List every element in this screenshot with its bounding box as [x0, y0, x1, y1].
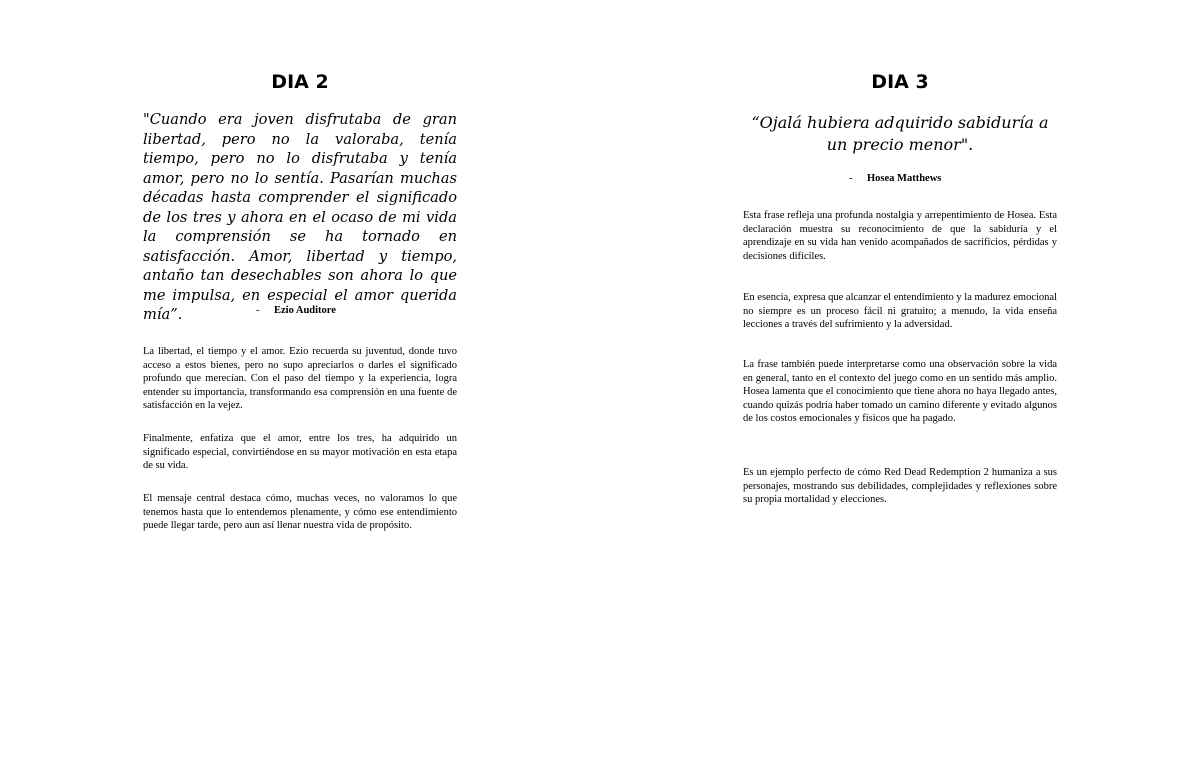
paragraph: Esta frase refleja una profunda nostalgia y arrepentimiento de Hosea. Esta declaración muestra su reconocimiento de que la sabiduría y el aprendizaje en su vida han venido acompañados de sacrificios, pérdidas y decisiones difíciles. — [743, 210, 1057, 262]
paragraph: Finalmente, enfatiza que el amor, entre los tres, ha adquirido un significado especial, convirtiéndose en su mayor motivación en esta etapa de su vida. — [143, 433, 457, 472]
quote: “Ojalá hubiera adquirido sabiduría a un precio menor". — [751, 113, 1049, 154]
author-name: Hosea Matthews — [867, 173, 942, 184]
quote-author — [743, 172, 1163, 186]
quote: "Cuando era joven disfrutaba de gran libertad, pero no la valoraba, tenía tiempo, pero no lo disfrutaba y tenía amor, pero no lo sentía. Pasarían muchas décadas hasta comprender el significado de los tres y ahora en el ocaso de mi vida la comprensión se ha tornado en satisfacción. Amor, libertad y tiempo, antaño tan desechables son ahora lo que me impulsa, en especial el amor querida mía”. — [143, 111, 457, 323]
day-title: DIA 3 — [871, 71, 929, 93]
paragraph: La frase también puede interpretarse como una observación sobre la vida en general, tanto en el contexto del juego como en un sentido más amplio. Hosea lamenta que el conocimiento que tiene ahora no haya llegado antes, cuando quizás podría haber tomado un camino diferente y evitado algunos de los costos emocionales y físicos que ha pagado. — [743, 359, 1057, 425]
quote-author — [143, 304, 570, 318]
author-dash: - — [256, 305, 260, 316]
paragraph: La libertad, el tiempo y el amor. Ezio recuerda su juventud, donde tuvo acceso a estos bienes, pero no supo apreciarlos o darles el significado profundo que merecían. Con el paso del tiempo y la experiencia, logra entender su importancia, transformando esa comprensión en una fuente de satisfacción en la vejez. — [143, 346, 457, 412]
author-dash: - — [849, 173, 853, 184]
day-title: DIA 2 — [271, 71, 329, 93]
author-name: Ezio Auditore — [274, 305, 336, 316]
paragraph: Es un ejemplo perfecto de cómo Red Dead Redemption 2 humaniza a sus personajes, mostrando sus debilidades, complejidades y reflexiones sobre su propia mortalidad y elecciones. — [743, 467, 1057, 506]
paragraph: En esencia, expresa que alcanzar el entendimiento y la madurez emocional no siempre es un proceso fácil ni gratuito; a menudo, la vida enseña lecciones a través del sufrimiento y la adversidad. — [743, 292, 1057, 331]
paragraph: El mensaje central destaca cómo, muchas veces, no valoramos lo que tenemos hasta que lo entendemos plenamente, y cómo ese entendimiento puede llegar tarde, pero aun así llenar nuestra vida de propósito. — [143, 493, 457, 532]
